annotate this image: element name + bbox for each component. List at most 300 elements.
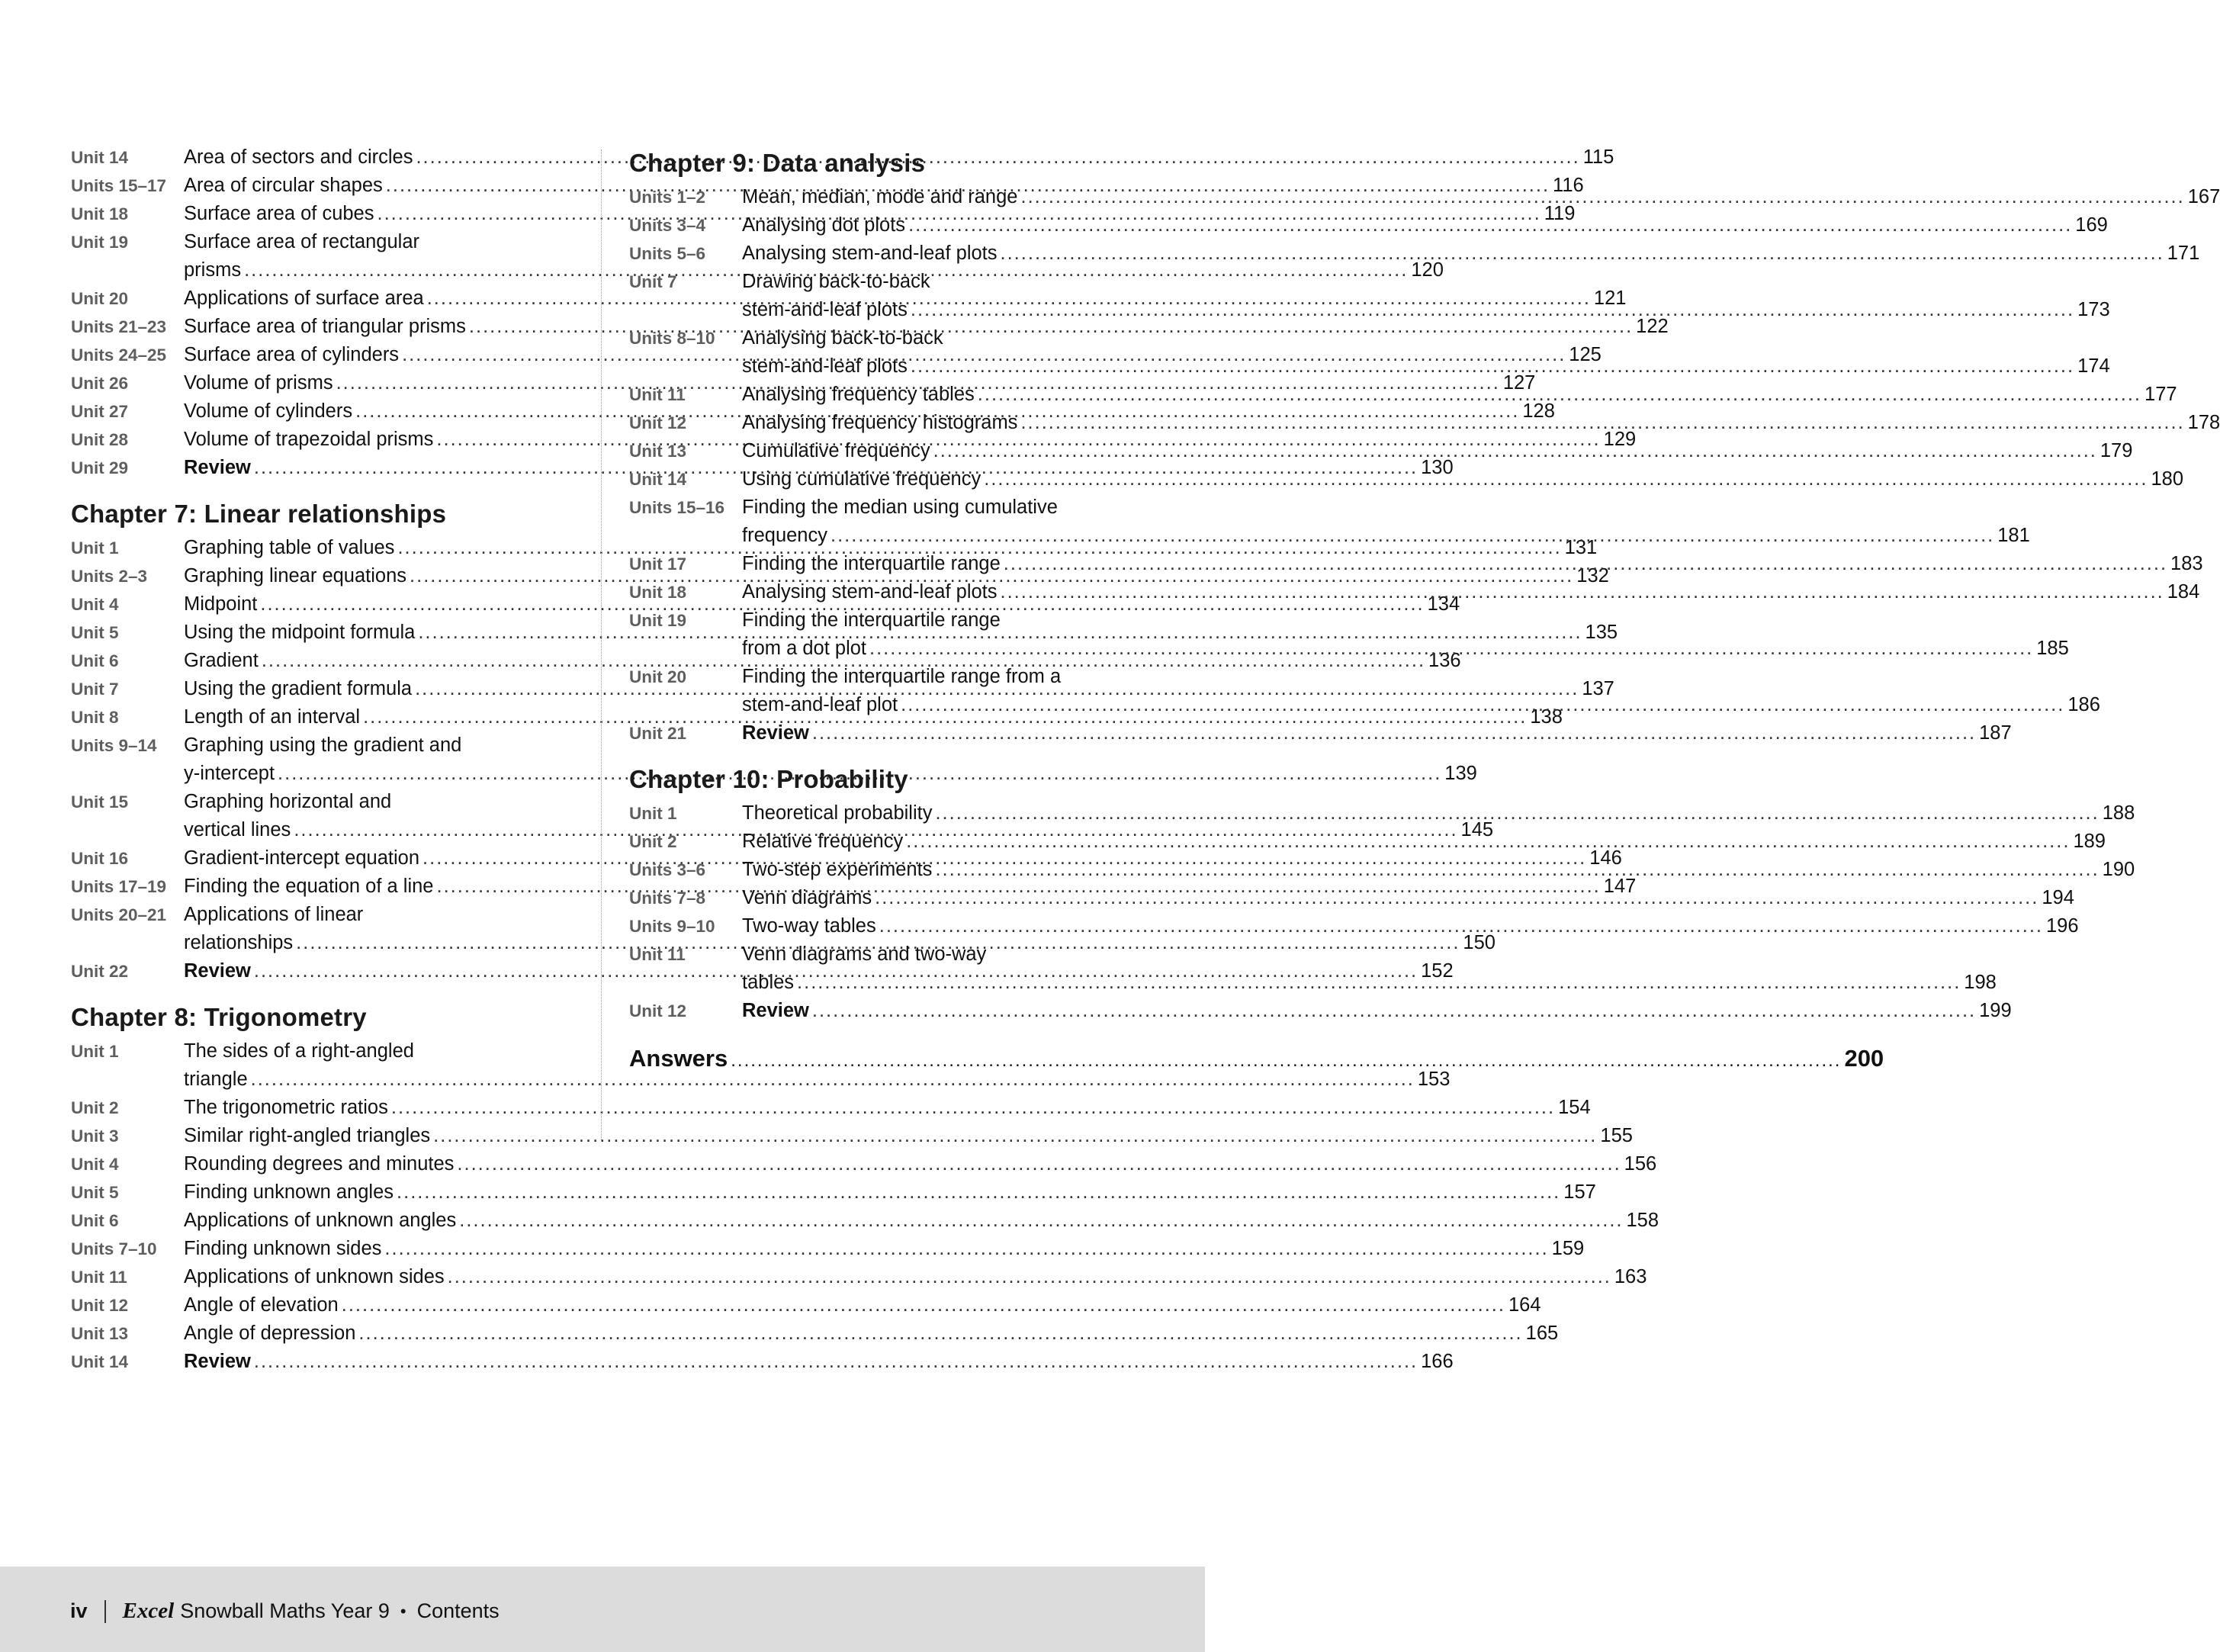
entry-title-row — [742, 828, 2106, 856]
entry-title-block — [184, 1348, 1454, 1376]
page-number: 198 — [1964, 972, 1997, 993]
entry-title-block — [184, 1094, 1591, 1122]
toc-entry[interactable] — [71, 1235, 1585, 1263]
entry-title-row — [742, 465, 2183, 493]
dot-leader — [731, 1050, 1841, 1072]
dot-leader — [911, 352, 2074, 381]
entry-title-row — [184, 1150, 1656, 1178]
page-number: 138 — [1530, 706, 1563, 728]
entry-title: stem-and-leaf plots — [742, 299, 908, 320]
entry-title: Two-way tables — [742, 915, 876, 937]
dot-leader — [797, 969, 1961, 997]
entry-title: stem-and-leaf plot — [742, 694, 898, 715]
toc-entry[interactable] — [629, 912, 2079, 940]
toc-entry[interactable] — [71, 1348, 1454, 1376]
entry-title-line: Finding the interquartile range — [742, 609, 1001, 631]
toc-entry[interactable] — [71, 1319, 1559, 1348]
page-number: 121 — [1593, 288, 1627, 309]
page-number: 115 — [1582, 146, 1614, 168]
dot-leader — [457, 1150, 1621, 1178]
unit-label: Unit 13 — [71, 1324, 129, 1343]
page-number: 184 — [2167, 581, 2200, 603]
unit-label: Unit 6 — [71, 1211, 119, 1230]
unit-label: Units 24–25 — [71, 346, 167, 365]
page-number: 158 — [1626, 1210, 1659, 1231]
unit-label: Unit 16 — [71, 849, 129, 868]
entry-title-row — [742, 997, 2012, 1025]
entry-title-row — [184, 1207, 1659, 1235]
page-number: 187 — [1979, 722, 2012, 744]
page-number: 155 — [1600, 1125, 1633, 1146]
entry-title: Review — [742, 1000, 809, 1021]
entry-title: The trigonometric ratios — [184, 1097, 388, 1118]
entry-title-row — [742, 856, 2135, 884]
entry-title: Analysing frequency histograms — [742, 412, 1018, 433]
entry-title-row — [184, 1178, 1596, 1207]
page-number: 167 — [2187, 186, 2220, 207]
entry-title-row — [742, 635, 2069, 663]
unit-label: Unit 14 — [629, 470, 687, 489]
entry-title: Finding unknown sides — [184, 1238, 382, 1259]
entry-title-row — [742, 884, 2074, 912]
unit-label: Unit 20 — [629, 667, 687, 686]
unit-label: Units 2–3 — [71, 567, 148, 586]
dot-leader — [342, 1291, 1505, 1319]
entry-title: Analysing stem-and-leaf plots — [742, 581, 998, 603]
page-number: 166 — [1421, 1351, 1454, 1372]
dot-leader — [908, 211, 2072, 239]
toc-entry[interactable] — [629, 799, 2135, 828]
entry-title-block — [742, 606, 2069, 663]
entry-title: Applications of unknown sides — [184, 1266, 445, 1287]
toc-entry[interactable] — [629, 719, 2012, 747]
entry-title: Analysing dot plots — [742, 214, 906, 236]
dot-leader — [1001, 578, 2164, 606]
entry-title: Analysing frequency tables — [742, 384, 975, 405]
entry-title-row — [742, 352, 2110, 381]
footer-bullet: • — [400, 1601, 406, 1621]
page-number: 154 — [1558, 1097, 1591, 1118]
entry-title-line: Graphing horizontal and — [184, 791, 392, 812]
page-number: 181 — [1997, 525, 2030, 546]
toc-entry[interactable] — [71, 1150, 1657, 1178]
page-number: 169 — [2075, 214, 2108, 236]
entry-title: Surface area of triangular prisms — [184, 316, 466, 337]
unit-label: Units 3–4 — [629, 216, 706, 235]
entry-title: Volume of prisms — [184, 372, 333, 394]
entry-title-line: Applications of linear — [184, 904, 364, 925]
answers-page-number: 200 — [1844, 1045, 1884, 1072]
page-number: 199 — [1979, 1000, 2012, 1021]
entry-title: Finding unknown angles — [184, 1181, 394, 1203]
unit-label: Unit 1 — [71, 538, 119, 558]
page-number: 171 — [2167, 243, 2200, 264]
entry-title-row — [742, 799, 2135, 828]
page-number: 186 — [2067, 694, 2100, 715]
page-number: 185 — [2036, 638, 2069, 659]
entry-title: Graphing table of values — [184, 537, 395, 558]
page-number: 178 — [2187, 412, 2220, 433]
page-number: 189 — [2073, 831, 2106, 852]
unit-label: Unit 7 — [71, 680, 119, 699]
entry-title-row — [184, 1122, 1633, 1150]
unit-label: Unit 5 — [71, 1183, 119, 1202]
unit-label: Unit 3 — [71, 1127, 119, 1146]
entry-title-block — [184, 1207, 1659, 1235]
unit-label: Unit 19 — [71, 233, 129, 252]
unit-label: Units 17–19 — [71, 877, 167, 896]
entry-title-block — [742, 550, 2203, 578]
page-number: 188 — [2102, 802, 2135, 824]
dot-leader — [433, 1122, 1597, 1150]
dot-leader — [978, 381, 2141, 409]
page-number: 194 — [2042, 887, 2074, 908]
unit-label: Units 9–14 — [71, 736, 157, 755]
entry-title-row — [742, 381, 2177, 409]
dot-leader — [875, 884, 2038, 912]
chapter-heading: Chapter 8: Trigonometry — [71, 1003, 367, 1031]
page-number: 134 — [1427, 593, 1460, 615]
entry-title: Gradient-intercept equation — [184, 847, 420, 869]
entry-title-block — [184, 1263, 1647, 1291]
dot-leader — [1020, 409, 2184, 437]
entry-title-row — [184, 1094, 1591, 1122]
entry-title-row — [184, 1291, 1541, 1319]
unit-label: Units 15–17 — [71, 176, 167, 195]
entry-title-block — [742, 940, 1997, 997]
entry-title-row — [742, 409, 2220, 437]
entry-title-block — [742, 663, 2100, 719]
entry-title: Two-step experiments — [742, 859, 933, 880]
entry-title: Rounding degrees and minutes — [184, 1153, 455, 1175]
unit-label: Unit 15 — [71, 792, 129, 812]
entry-title-row — [742, 296, 2110, 324]
dot-leader — [869, 635, 2033, 663]
unit-label: Unit 12 — [71, 1296, 129, 1315]
entry-title-row — [184, 1348, 1454, 1376]
chapter-heading: Chapter 7: Linear relationships — [71, 500, 447, 528]
entry-title-block — [742, 719, 2012, 747]
entry-title-block — [184, 1122, 1633, 1150]
page-number: 146 — [1589, 847, 1622, 869]
unit-label: Unit 27 — [71, 402, 129, 421]
entry-title-block — [742, 912, 2079, 940]
unit-label: Units 9–10 — [629, 917, 715, 936]
unit-label: Unit 14 — [71, 148, 129, 167]
unit-label: Unit 21 — [629, 724, 687, 743]
dot-leader — [906, 828, 2070, 856]
dot-leader — [984, 465, 2148, 493]
entry-title-row — [742, 578, 2199, 606]
footer-section: Contents — [416, 1599, 500, 1622]
unit-label: Units 1–2 — [629, 188, 706, 207]
entry-title-block — [742, 239, 2199, 268]
entry-title-block — [742, 828, 2106, 856]
entry-title-line: Venn diagrams and two-way — [742, 943, 987, 965]
entry-title-block — [184, 1178, 1596, 1207]
entry-title-line: Graphing using the gradient and — [184, 734, 462, 756]
entry-title-row — [184, 1319, 1558, 1348]
page-number: 120 — [1411, 259, 1444, 281]
entry-title: tables — [742, 972, 795, 993]
toc-entry[interactable] — [71, 1291, 1541, 1319]
unit-label: Units 5–6 — [629, 244, 706, 263]
page-number: 122 — [1636, 316, 1669, 337]
entry-title: Surface area of cubes — [184, 203, 374, 224]
dot-leader — [879, 912, 2043, 940]
entry-title: Area of sectors and circles — [184, 146, 413, 168]
unit-label: Unit 14 — [71, 1352, 129, 1371]
entry-title-block — [742, 856, 2135, 884]
page-number: 183 — [2170, 553, 2203, 574]
unit-label: Unit 2 — [629, 832, 677, 851]
dot-leader — [1004, 550, 2167, 578]
entry-title-line: The sides of a right-angled — [184, 1040, 414, 1062]
unit-label: Unit 1 — [629, 804, 677, 823]
page-number: 153 — [1417, 1069, 1451, 1090]
entry-title-line: Finding the median using cumulative — [742, 497, 1058, 518]
entry-title: Angle of elevation — [184, 1294, 339, 1316]
toc-entry[interactable] — [71, 1094, 1591, 1122]
unit-label: Unit 17 — [629, 554, 687, 574]
page-number: 136 — [1428, 650, 1461, 671]
unit-label: Units 3–6 — [629, 860, 706, 879]
page-number: 196 — [2045, 915, 2079, 937]
entry-title: Using the midpoint formula — [184, 622, 416, 643]
entry-title: Review — [184, 1351, 251, 1372]
unit-label: Units 15–16 — [629, 498, 725, 517]
entry-title-line: Surface area of rectangular — [184, 231, 420, 252]
entry-title-row — [742, 691, 2100, 719]
dot-leader — [1001, 239, 2164, 268]
entry-title: relationships — [184, 932, 294, 953]
entry-title: Volume of trapezoidal prisms — [184, 429, 434, 450]
dot-leader — [448, 1263, 1611, 1291]
dot-leader — [933, 437, 2097, 465]
unit-label: Unit 5 — [71, 623, 119, 642]
unit-label: Unit 18 — [71, 204, 129, 223]
dot-leader — [358, 1319, 1522, 1348]
entry-title-block — [742, 997, 2012, 1025]
entry-title: Midpoint — [184, 593, 258, 615]
answers-entry[interactable] — [629, 1045, 1884, 1072]
page-number: 147 — [1603, 876, 1637, 897]
entry-title-line: Analysing back-to-back — [742, 327, 943, 349]
entry-title-block — [184, 1291, 1541, 1319]
page-number: 137 — [1582, 678, 1614, 699]
page-number: 139 — [1444, 763, 1477, 784]
footer-brand: Excel — [122, 1599, 175, 1623]
dot-leader — [911, 296, 2074, 324]
entry-title-block — [742, 211, 2108, 239]
toc-entry[interactable] — [71, 1207, 1659, 1235]
dot-leader — [812, 719, 1976, 747]
entry-title: triangle — [184, 1069, 248, 1090]
unit-label: Unit 7 — [629, 272, 677, 291]
entry-title-block — [742, 268, 2110, 324]
footer-separator — [104, 1600, 106, 1623]
entry-title: Area of circular shapes — [184, 175, 383, 196]
unit-label: Unit 8 — [71, 708, 119, 727]
dot-leader — [397, 1178, 1560, 1207]
entry-title-row — [742, 912, 2079, 940]
entry-title: Surface area of cylinders — [184, 344, 400, 365]
dot-leader — [1020, 183, 2184, 211]
entry-title-block — [742, 381, 2177, 409]
entry-title-block — [742, 884, 2074, 912]
page-number: 127 — [1502, 372, 1536, 394]
entry-title-line: Drawing back-to-back — [742, 271, 930, 292]
unit-label: Unit 28 — [71, 430, 129, 449]
page-number: 150 — [1463, 932, 1496, 953]
unit-label: Unit 13 — [629, 442, 687, 461]
entry-title: stem-and-leaf plots — [742, 355, 908, 377]
entry-title-block — [184, 1235, 1584, 1263]
page-number: 132 — [1576, 565, 1609, 587]
entry-title-row — [184, 1263, 1647, 1291]
entry-title: Venn diagrams — [742, 887, 872, 908]
entry-title: Mean, median, mode and range — [742, 186, 1018, 207]
page-number: 165 — [1525, 1323, 1559, 1344]
entry-title: y-intercept — [184, 763, 275, 784]
entry-title-row — [742, 719, 2012, 747]
unit-label: Units 21–23 — [71, 317, 167, 336]
dot-leader — [935, 856, 2099, 884]
entry-title: Applications of surface area — [184, 288, 424, 309]
unit-label: Unit 12 — [629, 1001, 687, 1020]
dot-leader — [459, 1207, 1623, 1235]
entry-title-block — [742, 493, 2030, 550]
page-number: 135 — [1585, 622, 1618, 643]
unit-label: Unit 29 — [71, 458, 129, 477]
unit-label: Unit 4 — [71, 1155, 119, 1174]
toc-entry[interactable] — [629, 239, 2200, 268]
toc-entry[interactable] — [71, 1263, 1647, 1291]
unit-label: Units 7–8 — [629, 889, 706, 908]
entry-title: Review — [742, 722, 809, 744]
entry-title-row — [742, 183, 2220, 211]
entry-title-row — [742, 239, 2199, 268]
entry-title-line: Finding the interquartile range from a — [742, 666, 1062, 687]
entry-title-row — [184, 1235, 1584, 1263]
entry-title: Angle of depression — [184, 1323, 356, 1344]
entry-title: Applications of unknown angles — [184, 1210, 457, 1231]
entry-title: Volume of cylinders — [184, 400, 353, 422]
page-number: 129 — [1603, 429, 1637, 450]
unit-label: Units 7–10 — [71, 1239, 157, 1258]
entry-title: Similar right-angled triangles — [184, 1125, 431, 1146]
entry-title-block — [742, 324, 2110, 381]
dot-leader — [935, 799, 2099, 828]
page-number: 173 — [2077, 299, 2110, 320]
page-number: 174 — [2077, 355, 2110, 377]
entry-title: Analysing stem-and-leaf plots — [742, 243, 998, 264]
page-footer — [0, 1567, 1205, 1652]
entry-title-block — [184, 1150, 1656, 1178]
page-number: 159 — [1551, 1238, 1585, 1259]
dot-leader — [384, 1235, 1548, 1263]
entry-title-row — [742, 437, 2132, 465]
unit-label: Unit 20 — [71, 289, 129, 308]
entry-title-block — [742, 799, 2135, 828]
entry-title: Relative frequency — [742, 831, 904, 852]
entry-title: Using the gradient formula — [184, 678, 413, 699]
unit-label: Unit 12 — [629, 413, 687, 432]
entry-title: Finding the equation of a line — [184, 876, 434, 897]
unit-label: Unit 4 — [71, 595, 119, 614]
column-divider — [601, 149, 602, 1141]
page-number: 128 — [1522, 400, 1555, 422]
dot-leader — [830, 522, 1994, 550]
entry-title-row — [742, 550, 2203, 578]
page-number: 177 — [2145, 384, 2177, 405]
dot-leader — [254, 1348, 1418, 1376]
unit-label: Unit 6 — [71, 651, 119, 670]
toc-entry[interactable] — [629, 997, 2012, 1025]
unit-label: Unit 18 — [629, 583, 687, 602]
entry-title-block — [742, 578, 2199, 606]
entry-title: Finding the interquartile range — [742, 553, 1001, 574]
entry-title-block — [742, 183, 2220, 211]
page-number: 180 — [2151, 468, 2184, 490]
entry-title: Cumulative frequency — [742, 440, 930, 461]
entry-title-row — [742, 969, 1997, 997]
page-number: 164 — [1508, 1294, 1541, 1316]
unit-label: Unit 11 — [71, 1268, 127, 1287]
entry-title: from a dot plot — [742, 638, 866, 659]
entry-title: Review — [184, 457, 251, 478]
entry-title: Gradient — [184, 650, 259, 671]
page-number: 152 — [1421, 960, 1454, 982]
unit-label: Unit 11 — [629, 385, 686, 404]
unit-label: Unit 26 — [71, 374, 129, 393]
entry-title-block — [184, 1319, 1558, 1348]
page-number: 131 — [1564, 537, 1598, 558]
entry-title: Length of an interval — [184, 706, 361, 728]
unit-label: Units 8–10 — [629, 329, 715, 348]
toc-entry[interactable] — [71, 1122, 1633, 1150]
unit-label: Units 20–21 — [71, 905, 167, 924]
unit-label: Unit 11 — [629, 945, 686, 964]
unit-label: Unit 1 — [71, 1042, 119, 1061]
entry-title-block — [742, 437, 2132, 465]
page-number: 130 — [1421, 457, 1454, 478]
chapter-heading: Chapter 9: Data analysis — [629, 149, 926, 177]
footer-book-title: Snowball Maths Year 9 — [180, 1599, 390, 1622]
toc-entry[interactable] — [71, 1178, 1596, 1207]
page-number: 190 — [2102, 859, 2135, 880]
entry-title-block — [742, 409, 2220, 437]
entry-title: prisms — [184, 259, 242, 281]
entry-title: Theoretical probability — [742, 802, 933, 824]
chapter-heading: Chapter 10: Probability — [629, 765, 908, 793]
unit-label: Unit 19 — [629, 611, 687, 630]
page-number: 156 — [1624, 1153, 1657, 1175]
entry-title: Graphing linear equations — [184, 565, 407, 587]
unit-label: Unit 22 — [71, 962, 129, 981]
dot-leader — [812, 997, 1976, 1025]
entry-title: vertical lines — [184, 819, 291, 840]
page-number: 163 — [1614, 1266, 1647, 1287]
entry-title: Review — [184, 960, 251, 982]
footer-page-number: iv — [70, 1599, 88, 1622]
answers-label: Answers — [629, 1045, 728, 1072]
page-number: 157 — [1563, 1181, 1596, 1203]
page-number: 119 — [1544, 203, 1576, 224]
page-number: 125 — [1569, 344, 1602, 365]
page-number: 116 — [1553, 175, 1584, 196]
entry-title: frequency — [742, 525, 827, 546]
